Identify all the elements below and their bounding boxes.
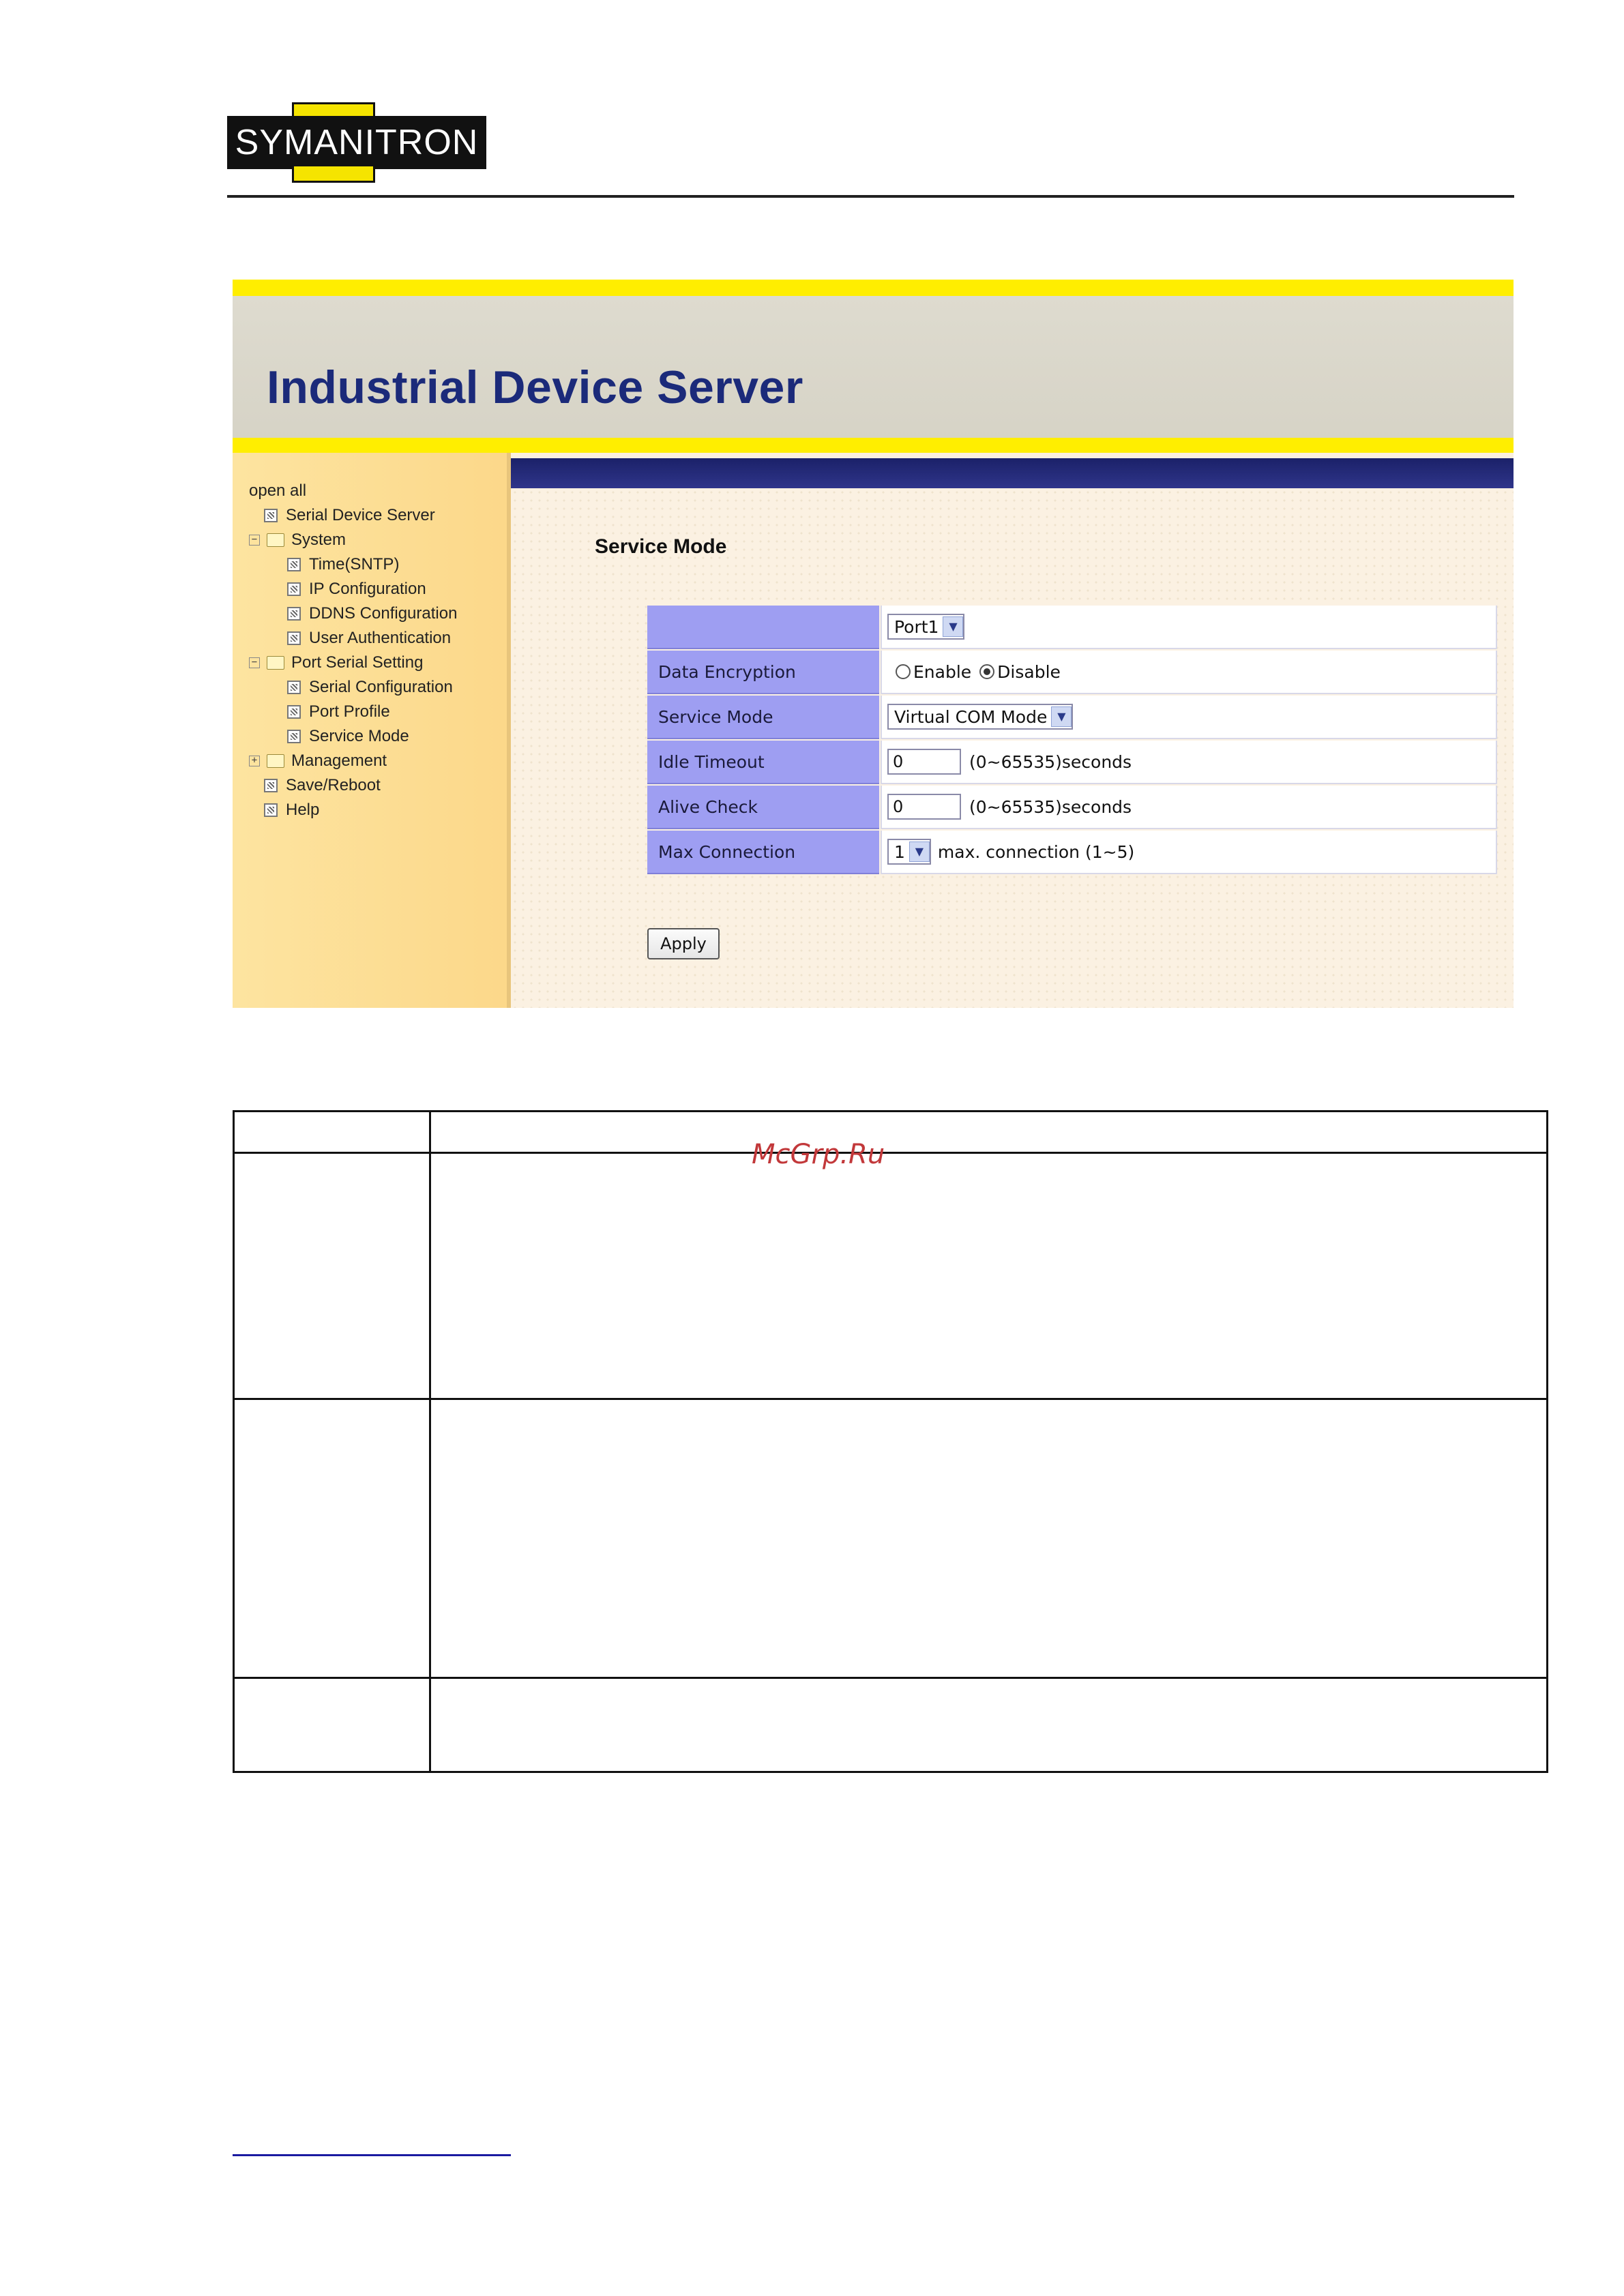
tree-item-time-sntp[interactable]: Time(SNTP) (287, 555, 399, 574)
disable-radio-label: Disable (997, 661, 1061, 682)
content-header-bar (511, 458, 1514, 488)
idle-timeout-hint: (0~65535)seconds (969, 751, 1132, 772)
page-icon (287, 582, 301, 596)
collapse-icon[interactable]: − (249, 657, 260, 668)
expand-icon[interactable]: + (249, 756, 260, 766)
page-icon (287, 607, 301, 621)
table-row-divider (235, 1677, 1546, 1679)
service-mode-row (647, 696, 1497, 739)
tree-item-ddns-configuration[interactable]: DDNS Configuration (287, 604, 457, 623)
apply-button[interactable]: Apply (647, 928, 720, 959)
chevron-down-icon: ▼ (1051, 706, 1072, 727)
idle-timeout-row (647, 741, 1497, 784)
alive-check-hint: (0~65535)seconds (969, 796, 1132, 817)
alive-check-input[interactable]: 0 (887, 794, 961, 820)
page-icon (287, 558, 301, 571)
folder-open-icon (267, 533, 284, 547)
port-row (647, 606, 1497, 649)
page-icon (287, 631, 301, 645)
company-logo (227, 102, 486, 183)
page-icon (287, 730, 301, 743)
header-divider (227, 195, 1514, 198)
service-mode-select[interactable]: Virtual COM Mode ▼ (887, 704, 1073, 730)
table-row-divider (235, 1152, 1546, 1154)
tree-item-service-mode[interactable]: Service Mode (287, 727, 409, 746)
folder-open-icon (267, 656, 284, 670)
alive-check-row (647, 786, 1497, 829)
port-select[interactable]: Port1 ▼ (887, 614, 964, 640)
section-title: Service Mode (595, 535, 727, 558)
collapse-icon[interactable]: − (249, 535, 260, 546)
tree-item-management[interactable]: + Management (249, 751, 387, 771)
description-table (233, 1110, 1548, 1773)
page-icon (264, 803, 278, 817)
chevron-down-icon: ▼ (909, 841, 930, 862)
alive-check-label: Alive Check (647, 786, 879, 829)
chevron-down-icon: ▼ (943, 616, 963, 637)
service-mode-label: Service Mode (647, 696, 879, 739)
open-all-link[interactable]: open all (249, 481, 307, 500)
tree-item-ip-configuration[interactable]: IP Configuration (287, 580, 426, 599)
enable-radio[interactable] (896, 664, 911, 679)
max-connection-label: Max Connection (647, 831, 879, 874)
page-icon (264, 509, 278, 522)
data-encryption-row (647, 651, 1497, 694)
max-connection-hint: max. connection (1~5) (937, 841, 1135, 862)
idle-timeout-input[interactable]: 0 (887, 749, 961, 775)
banner (233, 296, 1514, 445)
tree-item-port-serial-setting[interactable]: − Port Serial Setting (249, 653, 423, 672)
disable-radio[interactable] (979, 664, 994, 679)
banner-title: Industrial Device Server (267, 361, 803, 413)
page-icon (287, 705, 301, 719)
logo-text: SYMANITRON (227, 116, 486, 169)
tree-item-serial-configuration[interactable]: Serial Configuration (287, 678, 453, 697)
tree-item-user-authentication[interactable]: User Authentication (287, 629, 451, 648)
tree-item-system[interactable]: − System (249, 531, 346, 550)
data-encryption-label: Data Encryption (647, 651, 879, 694)
folder-closed-icon (267, 754, 284, 768)
page-icon (287, 681, 301, 694)
table-column-divider (429, 1112, 431, 1771)
idle-timeout-label: Idle Timeout (647, 741, 879, 784)
max-connection-select[interactable]: 1 ▼ (887, 839, 931, 865)
max-connection-row (647, 831, 1497, 874)
tree-item-save-reboot[interactable]: Save/Reboot (264, 776, 381, 795)
watermark: McGrp.Ru (752, 1139, 885, 1170)
tree-item-serial-device-server[interactable]: Serial Device Server (264, 506, 435, 525)
web-ui-screenshot (233, 280, 1514, 1008)
table-row-divider (235, 1398, 1546, 1400)
tree-item-help[interactable]: Help (264, 801, 319, 820)
enable-radio-label: Enable (913, 661, 972, 682)
page-icon (264, 779, 278, 792)
footer-rule (233, 2154, 511, 2156)
tree-item-port-profile[interactable]: Port Profile (287, 702, 390, 721)
